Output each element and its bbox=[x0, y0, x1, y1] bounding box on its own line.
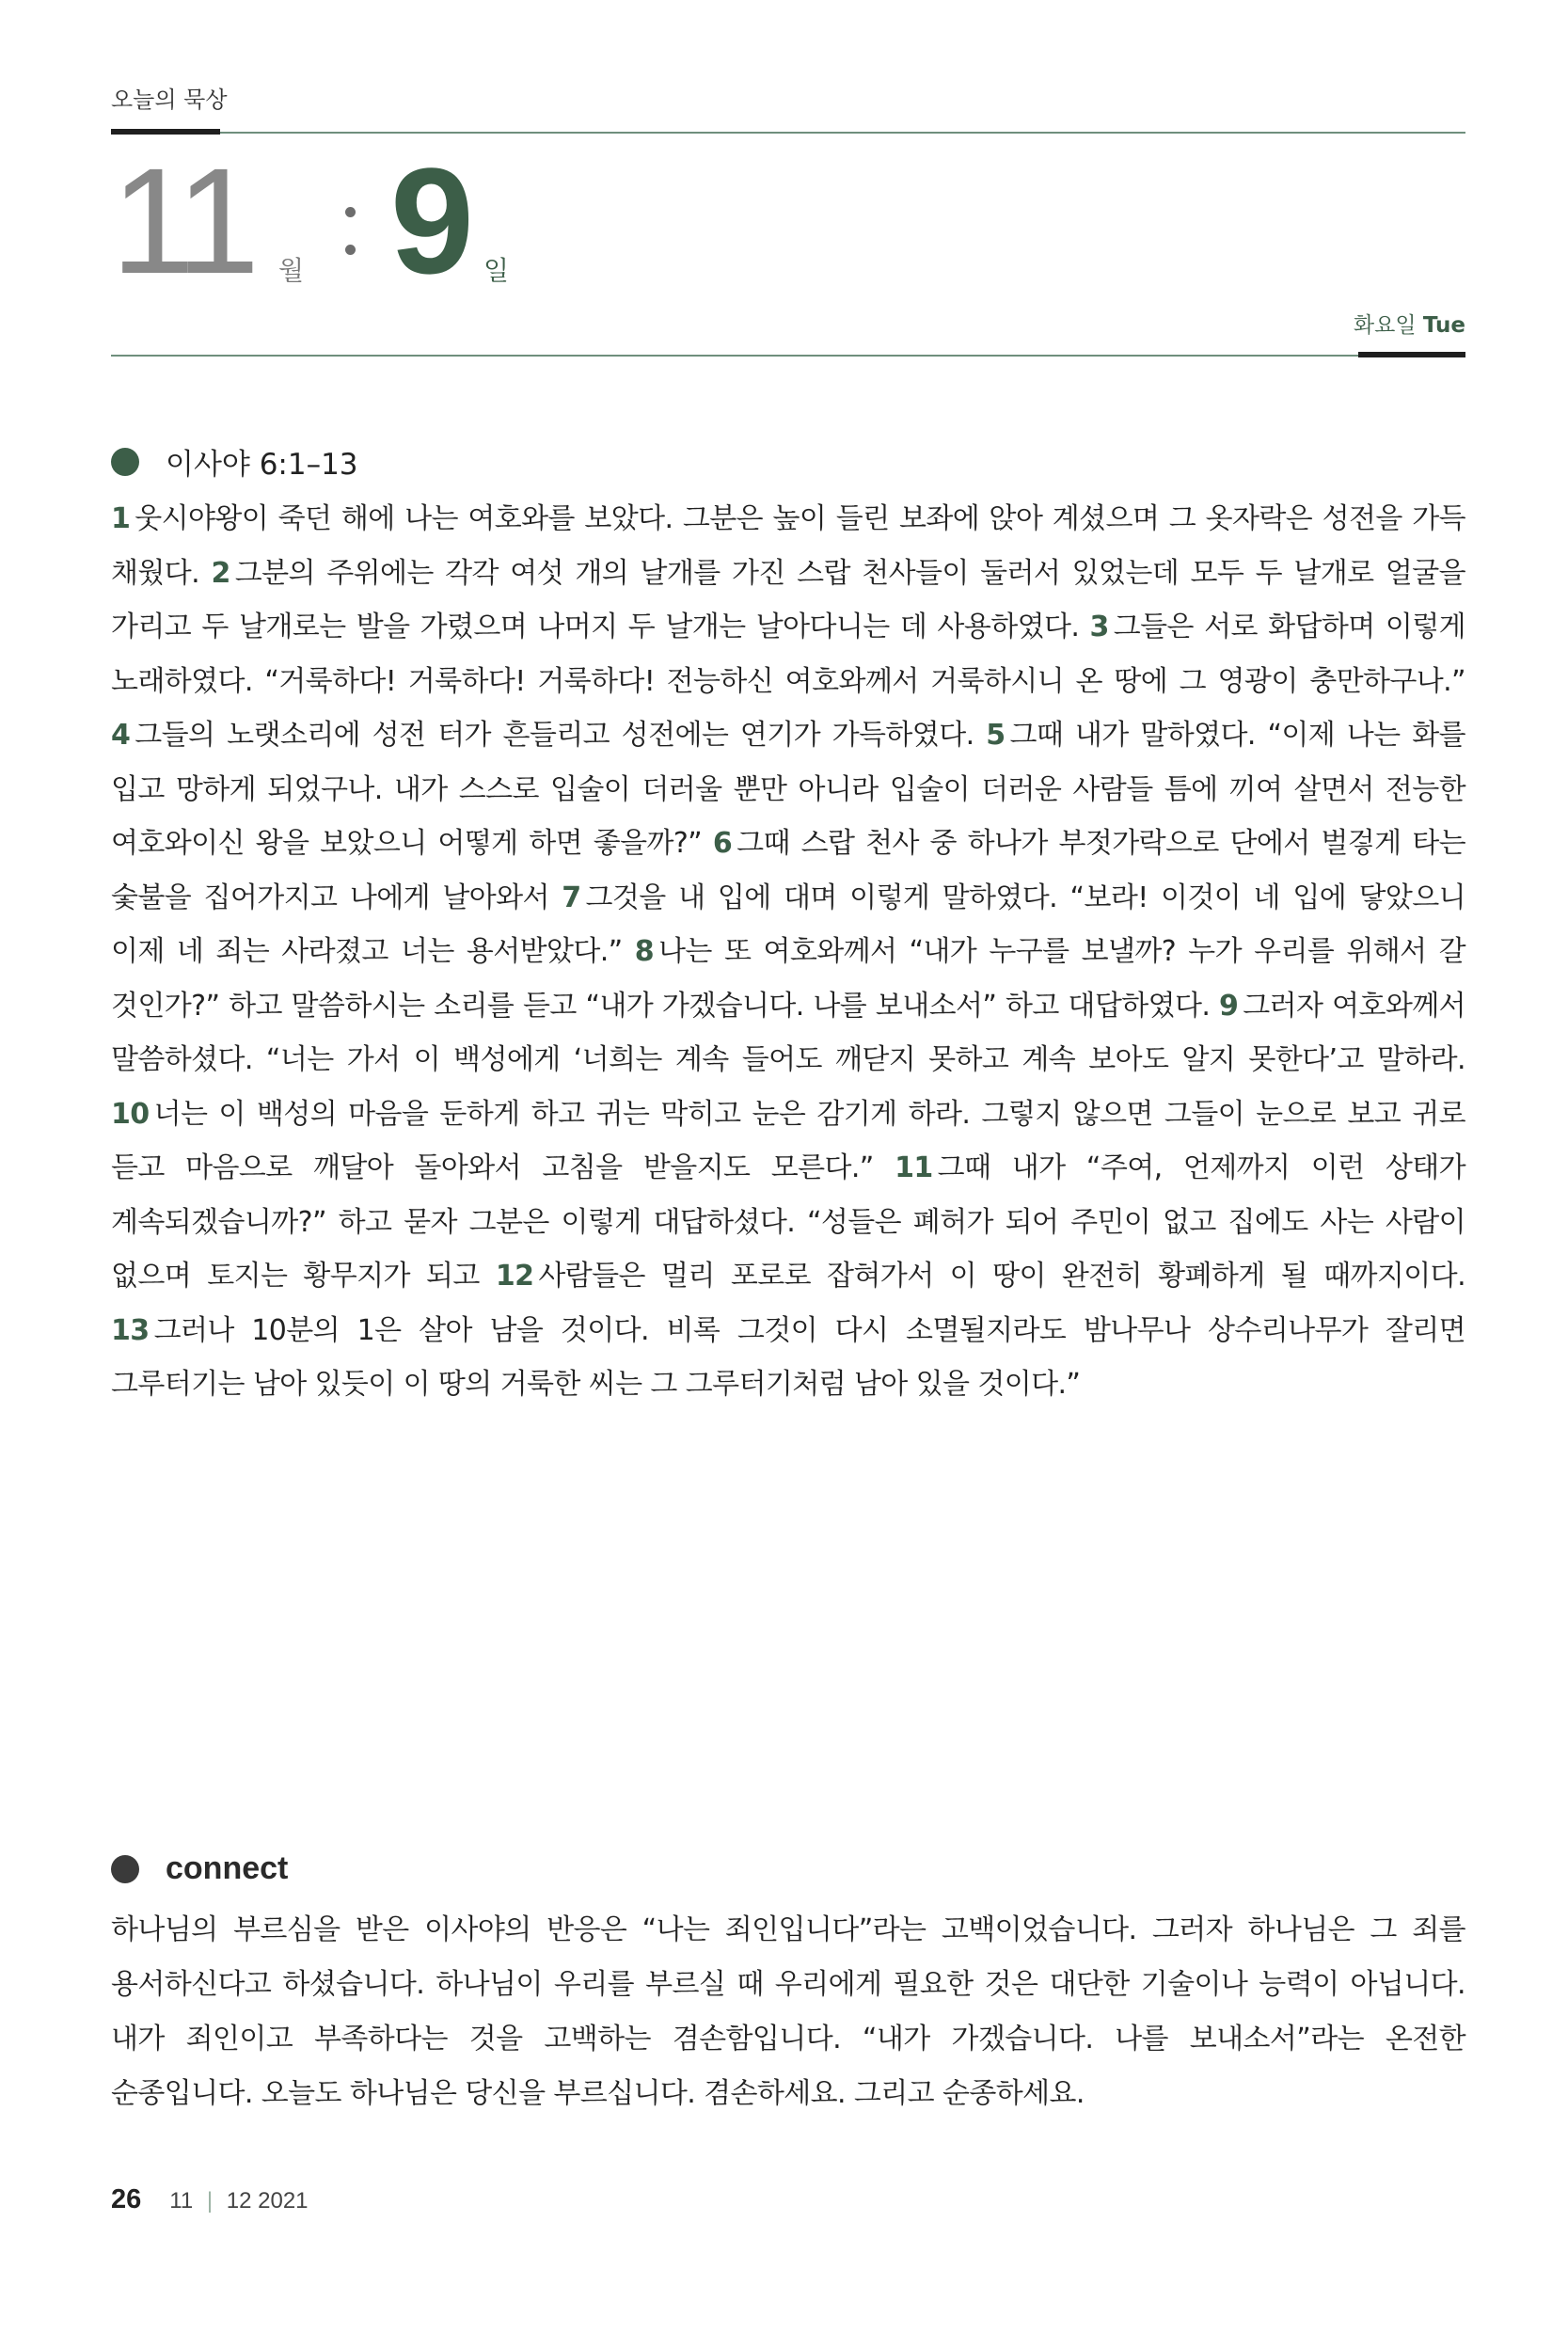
issue-month-start: 11 bbox=[169, 2188, 194, 2214]
verse-number: 3 bbox=[1089, 611, 1109, 643]
verse-text: 그때 스랍 천사 중 하나가 부젓가락으로 단에서 벌겋게 타는 숯불을 집어가지고 나에게 날아와서 bbox=[111, 827, 1466, 914]
verse-text: 웃시야왕이 죽던 해에 나는 여호와를 보았다. 그분은 높이 들린 보좌에 앉아 계셨으며 그 옷자락은 성전을 가득 채웠다. bbox=[111, 502, 1465, 590]
passage-title: 이사야 6:1–13 bbox=[166, 448, 358, 482]
issue-month-end: 12 2021 bbox=[226, 2188, 309, 2214]
issue-date bbox=[169, 2188, 308, 2214]
verse-text: 나는 또 여호와께서 “내가 누구를 보낼까? 누가 우리를 위해서 갈 것인가?” 하고 말씀하시는 소리를 듣고 “내가 가겠습니다. 나를 보내소서” 하고 대답하였다. bbox=[111, 935, 1465, 1023]
bullet-icon bbox=[111, 448, 139, 476]
verse-text: 그들은 서로 화답하며 이렇게 노래하였다. “거룩하다! 거룩하다! 거룩하다! 전능하신 여호와께서 거룩하시니 온 땅에 그 영광이 충만하구나.” bbox=[111, 611, 1465, 698]
issue-separator: | bbox=[206, 2188, 214, 2214]
separator-dot-top bbox=[345, 207, 356, 217]
weekday-korean: 화요일 bbox=[1353, 313, 1417, 338]
verse-text: 그들의 노랫소리에 성전 터가 흔들리고 성전에는 연기가 가득하였다. bbox=[135, 719, 974, 752]
scripture-text bbox=[111, 492, 1465, 1412]
footer bbox=[111, 2184, 309, 2215]
middle-rule bbox=[111, 355, 1465, 357]
verse-number: 8 bbox=[634, 935, 655, 968]
month-number: 11 bbox=[111, 136, 253, 305]
connect-heading bbox=[111, 1850, 288, 1887]
middle-rule-accent bbox=[1358, 352, 1465, 357]
weekday-english: Tue bbox=[1422, 313, 1465, 338]
verse-text: 그러자 여호와께서 말씀하셨다. “너는 가서 이 백성에게 ‘너희는 계속 들어도 깨닫지 못하고 계속 보아도 알지 못한다’고 말하라. bbox=[111, 989, 1466, 1076]
day-unit: 일 bbox=[483, 255, 510, 286]
separator-dot-bottom bbox=[345, 245, 356, 255]
verse-number: 12 bbox=[495, 1260, 534, 1293]
page-number: 26 bbox=[111, 2184, 142, 2214]
top-rule bbox=[111, 132, 1465, 134]
verse-text: 너는 이 백성의 마음을 둔하게 하고 귀는 막히고 눈은 감기게 하라. 그렇지 않으면 그들이 눈으로 보고 귀로 듣고 마음으로 깨달아 돌아와서 고침을 받을지도 모른다.” bbox=[111, 1097, 1465, 1184]
verse-number: 13 bbox=[111, 1313, 150, 1347]
verse bbox=[496, 1260, 1465, 1293]
verse-number: 11 bbox=[895, 1151, 933, 1184]
verse-number: 6 bbox=[712, 827, 733, 860]
month-unit: 월 bbox=[278, 255, 305, 286]
verse-text: 그분의 주위에는 각각 여섯 개의 날개를 가진 스랍 천사들이 둘러서 있었는데 모두 두 날개로 얼굴을 가리고 두 날개로는 발을 가렸으며 나머지 두 날개는 날아다니는 데 사용하였다. bbox=[111, 556, 1466, 643]
verse-text: 그것을 내 입에 대며 이렇게 말하였다. “보라! 이것이 네 입에 닿았으니 이제 네 죄는 사라졌고 너는 용서받았다.” bbox=[111, 881, 1465, 968]
verse-number: 5 bbox=[986, 719, 1006, 752]
passage-heading bbox=[111, 440, 358, 483]
verse-number: 7 bbox=[562, 881, 581, 914]
weekday bbox=[1354, 308, 1465, 339]
verse-text: 그때 내가 “주여, 언제까지 이런 상태가 계속되겠습니까?” 하고 묻자 그분은 이렇게 대답하셨다. “성들은 폐허가 되어 주민이 없고 집에도 사는 사람이 없으며 토지는 황무지가 되고 bbox=[111, 1151, 1465, 1293]
verse bbox=[111, 1314, 1465, 1402]
top-rule-accent bbox=[111, 129, 220, 135]
verse-number: 9 bbox=[1218, 989, 1239, 1023]
verse-number: 4 bbox=[111, 719, 131, 752]
connect-title: connect bbox=[166, 1850, 289, 1886]
verse-number: 10 bbox=[111, 1097, 150, 1131]
connect-text: 하나님의 부르심을 받은 이사야의 반응은 “나는 죄인입니다”라는 고백이었습니다. 그러자 하나님은 그 죄를 용서하신다고 하셨습니다. 하나님이 우리를 부르실 때 우리에게 필요한 것은 대단한 기술이나 능력이 아닙니다. 내가 죄인이고 부족하다는 것을 고백하는 겸손함입니다. “내가 가겠습니다. 나를 보내소서”라는 온전한 순종입니다. 오늘도 하나님은 당신을 부르십니다. 겸손하세요. 그리고 순종하세요. bbox=[111, 1913, 1465, 2110]
header-label: 오늘의 묵상 bbox=[111, 87, 228, 113]
verse-number: 1 bbox=[111, 502, 131, 535]
verse-text: 사람들은 멀리 포로로 잡혀가서 이 땅이 완전히 황폐하게 될 때까지이다. bbox=[538, 1260, 1466, 1293]
verse bbox=[111, 719, 974, 752]
day-number: 9 bbox=[390, 136, 474, 305]
verse-text: 그러나 10분의 1은 살아 남을 것이다. 비록 그것이 다시 소멸될지라도 밤나무나 상수리나무가 잘리면 그루터기는 남아 있듯이 이 땅의 거룩한 씨는 그 그루터기처럼 남아 있을 것이다.” bbox=[111, 1313, 1465, 1401]
bullet-icon bbox=[111, 1855, 139, 1883]
verse-text: 그때 내가 말하였다. “이제 나는 화를 입고 망하게 되었구나. 내가 스스로 입술이 더러울 뿐만 아니라 입술이 더러운 사람들 틈에 끼여 살면서 전능한 여호와이신 왕을 보았으니 어떻게 하면 좋을까?” bbox=[111, 719, 1465, 860]
verse-number: 2 bbox=[211, 556, 230, 590]
